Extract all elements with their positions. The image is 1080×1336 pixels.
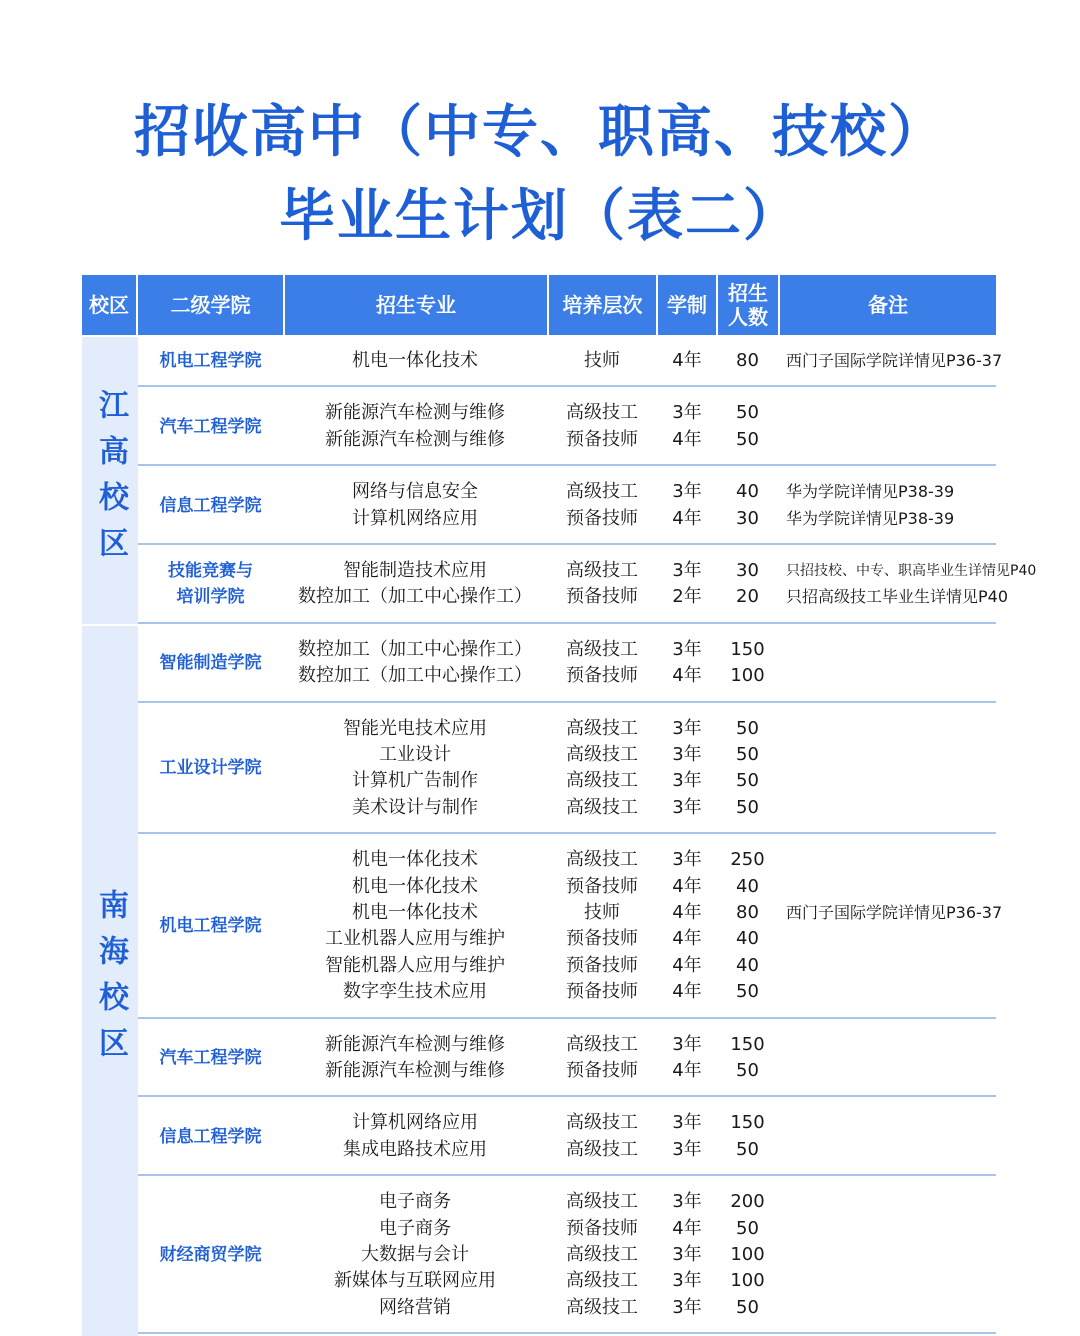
note-cell: [780, 1189, 996, 1215]
table-row: [138, 742, 996, 768]
header-duration: 学制: [658, 275, 718, 335]
enroll-count-cell: 250: [730, 849, 765, 871]
college-group: [138, 1097, 996, 1176]
duration-cell: 3年: [672, 1296, 702, 1318]
header-campus: 校区: [82, 275, 138, 335]
college-name: 机电工程学院: [159, 916, 262, 937]
level-cell: 预备技师: [566, 586, 638, 608]
header-major: 招生专业: [285, 275, 549, 335]
campus-name: [82, 335, 138, 626]
major-cell: 电子商务: [379, 1191, 451, 1213]
enroll-count-cell: 50: [736, 1059, 759, 1081]
enroll-count-cell: 30: [736, 560, 759, 581]
header-enroll-line2: 人数: [728, 305, 768, 329]
duration-cell: 3年: [672, 743, 702, 765]
header-enroll: [718, 275, 780, 335]
table-row: [138, 1137, 996, 1163]
level-cell: 预备技师: [566, 928, 638, 950]
table-row: [138, 953, 996, 979]
enroll-count-cell: 50: [736, 981, 759, 1003]
note-cell: [780, 400, 996, 426]
note-cell: [780, 1295, 996, 1321]
major-cell: 机电一体化技术: [352, 849, 478, 871]
major-cell: 新能源汽车检测与维修: [325, 402, 505, 424]
note-cell: [780, 716, 996, 742]
enroll-count-cell: 100: [730, 1270, 765, 1292]
college-name: 信息工程学院: [159, 495, 262, 516]
duration-cell: 4年: [672, 1059, 702, 1081]
header-college: 二级学院: [138, 275, 285, 335]
table-row: [138, 1216, 996, 1242]
major-cell: 机电一体化技术: [352, 350, 478, 371]
campus-label: 江高校区: [93, 389, 128, 574]
enroll-count-cell: 50: [736, 402, 759, 424]
duration-cell: 3年: [672, 481, 702, 503]
level-cell: 预备技师: [566, 1217, 638, 1239]
table-row: [138, 768, 996, 794]
duration-cell: 3年: [672, 1138, 702, 1160]
enroll-count-cell: 30: [736, 507, 759, 529]
level-cell: 高级技工: [566, 402, 638, 424]
major-cell: 智能光电技术应用: [343, 717, 487, 739]
duration-cell: 2年: [672, 586, 702, 608]
enroll-count-cell: 40: [736, 954, 759, 976]
major-cell: 美术设计与制作: [352, 796, 478, 818]
table-row: [138, 558, 1037, 584]
college-group: [138, 1176, 996, 1334]
note-cell: [780, 953, 996, 979]
note-cell: [780, 427, 996, 453]
duration-cell: 3年: [672, 1033, 702, 1055]
note-cell: 只招高级技工毕业生详情见P40: [786, 587, 1009, 607]
header-level: 培养层次: [549, 275, 658, 335]
college-name: 汽车工程学院: [159, 416, 262, 437]
college-group: [138, 335, 1003, 387]
enroll-count-cell: 50: [736, 743, 759, 765]
table-row: [138, 716, 996, 742]
note-cell: [780, 1032, 996, 1058]
table-row: [138, 1058, 996, 1084]
duration-cell: 4年: [672, 428, 702, 450]
major-cell: 数控加工（加工中心操作工）: [298, 638, 532, 660]
college-name: 机电工程学院: [159, 351, 262, 372]
campus-label: 南海校区: [93, 888, 128, 1073]
table-row: [138, 663, 996, 689]
college-name: 智能制造学院: [159, 653, 262, 674]
duration-cell: 3年: [672, 796, 702, 818]
note-cell: 只招技校、中专、职高毕业生详情见P40: [786, 563, 1037, 579]
note-cell: [780, 768, 996, 794]
enroll-count-cell: 80: [736, 901, 759, 923]
duration-cell: 4年: [672, 954, 702, 976]
table-row: [138, 926, 996, 952]
level-cell: 高级技工: [566, 1270, 638, 1292]
duration-cell: 4年: [672, 901, 702, 923]
college-name: 信息工程学院: [159, 1126, 262, 1147]
duration-cell: 3年: [672, 1112, 702, 1134]
level-cell: 高级技工: [566, 1191, 638, 1213]
note-cell: [780, 874, 996, 900]
major-cell: 数字孪生技术应用: [343, 981, 487, 1003]
note-cell: [780, 1137, 996, 1163]
major-cell: 新能源汽车检测与维修: [325, 1033, 505, 1055]
note-cell: [780, 795, 996, 821]
college-group: [138, 1019, 996, 1098]
note-cell: [780, 1058, 996, 1084]
note-cell: 华为学院详情见P38-39: [786, 482, 955, 502]
enroll-count-cell: 150: [730, 638, 765, 660]
college-group: [138, 624, 996, 703]
note-cell: [780, 1242, 996, 1268]
enroll-count-cell: 200: [730, 1191, 765, 1213]
major-cell: 智能机器人应用与维护: [325, 954, 505, 976]
page-title-line1: 招收高中（中专、职高、技校）: [134, 100, 946, 165]
level-cell: 高级技工: [566, 717, 638, 739]
level-cell: 预备技师: [566, 875, 638, 897]
major-cell: 机电一体化技术: [352, 875, 478, 897]
note-cell: [780, 1268, 996, 1294]
major-cell: 大数据与会计: [361, 1243, 469, 1265]
table-row: [138, 637, 996, 663]
duration-cell: 3年: [672, 1243, 702, 1265]
college-name: 技能竞赛与培训学院: [168, 561, 253, 608]
duration-cell: 4年: [672, 981, 702, 1003]
duration-cell: 4年: [672, 507, 702, 529]
duration-cell: 4年: [672, 1217, 702, 1239]
level-cell: 高级技工: [566, 770, 638, 792]
note-cell: 华为学院详情见P38-39: [786, 508, 955, 528]
major-cell: 集成电路技术应用: [343, 1138, 487, 1160]
enroll-count-cell: 40: [736, 928, 759, 950]
major-cell: 新能源汽车检测与维修: [325, 428, 505, 450]
table-row: [138, 1189, 996, 1215]
duration-cell: 3年: [672, 560, 702, 581]
enroll-count-cell: 80: [736, 350, 759, 371]
level-cell: 高级技工: [566, 481, 638, 503]
note-cell: [780, 979, 996, 1005]
level-cell: 高级技工: [566, 1243, 638, 1265]
college-group: [138, 387, 996, 466]
college-group: [138, 834, 1003, 1018]
college-group: [138, 545, 1037, 624]
duration-cell: 3年: [672, 402, 702, 424]
enroll-count-cell: 50: [736, 1217, 759, 1239]
enroll-count-cell: 50: [736, 1296, 759, 1318]
major-cell: 工业机器人应用与维护: [325, 928, 505, 950]
enroll-count-cell: 100: [730, 1243, 765, 1265]
duration-cell: 3年: [672, 1270, 702, 1292]
table-row: [138, 1268, 996, 1294]
enroll-count-cell: 150: [730, 1033, 765, 1055]
table-row: [138, 1242, 996, 1268]
table-row: [138, 427, 996, 453]
duration-cell: 3年: [672, 1191, 702, 1213]
duration-cell: 3年: [672, 849, 702, 871]
enroll-count-cell: 40: [736, 875, 759, 897]
college-name: 工业设计学院: [159, 758, 262, 779]
table-row: [138, 900, 1003, 926]
major-cell: 计算机网络应用: [352, 507, 478, 529]
note-cell: [780, 637, 996, 663]
major-cell: 机电一体化技术: [352, 901, 478, 923]
level-cell: 高级技工: [566, 560, 638, 581]
duration-cell: 3年: [672, 717, 702, 739]
level-cell: 高级技工: [566, 1138, 638, 1160]
college-name: 汽车工程学院: [159, 1047, 262, 1068]
page-title-line2: 毕业生计划（表二）: [279, 184, 801, 249]
enroll-count-cell: 20: [736, 586, 759, 608]
level-cell: 预备技师: [566, 1059, 638, 1081]
major-cell: 网络与信息安全: [352, 481, 478, 503]
header-enroll-line1: 招生: [728, 281, 768, 305]
level-cell: 预备技师: [566, 428, 638, 450]
level-cell: 高级技工: [566, 743, 638, 765]
note-cell: [780, 847, 996, 873]
table-row: [138, 1295, 996, 1321]
enroll-count-cell: 50: [736, 770, 759, 792]
note-cell: [780, 926, 996, 952]
college-group: [138, 466, 996, 545]
enroll-count-cell: 50: [736, 717, 759, 739]
level-cell: 预备技师: [566, 507, 638, 529]
level-cell: 预备技师: [566, 981, 638, 1003]
level-cell: 高级技工: [566, 1033, 638, 1055]
note-cell: [780, 1110, 996, 1136]
major-cell: 计算机广告制作: [352, 770, 478, 792]
table-row: [138, 479, 996, 505]
table-row: [138, 348, 1003, 374]
college-group: [138, 703, 996, 835]
enroll-count-cell: 40: [736, 481, 759, 503]
note-cell: [780, 663, 996, 689]
level-cell: 高级技工: [566, 796, 638, 818]
major-cell: 数控加工（加工中心操作工）: [298, 586, 532, 608]
table-row: [138, 584, 1009, 610]
major-cell: 新能源汽车检测与维修: [325, 1059, 505, 1081]
table-row: [138, 400, 996, 426]
level-cell: 预备技师: [566, 954, 638, 976]
note-cell: [780, 1216, 996, 1242]
table-row: [138, 506, 996, 532]
table-row: [138, 874, 996, 900]
enroll-count-cell: 50: [736, 1138, 759, 1160]
enroll-count-cell: 150: [730, 1112, 765, 1134]
table-row: [138, 795, 996, 821]
level-cell: 高级技工: [566, 1112, 638, 1134]
table-row: [138, 847, 996, 873]
level-cell: 高级技工: [566, 638, 638, 660]
major-cell: 数控加工（加工中心操作工）: [298, 665, 532, 687]
major-cell: 工业设计: [379, 743, 451, 765]
duration-cell: 4年: [672, 665, 702, 687]
header-note: 备注: [868, 293, 908, 317]
level-cell: 技师: [584, 901, 620, 923]
duration-cell: 4年: [672, 928, 702, 950]
note-cell: 西门子国际学院详情见P36-37: [786, 902, 1003, 922]
level-cell: 预备技师: [566, 665, 638, 687]
level-cell: 技师: [584, 350, 620, 371]
table-row: [138, 1032, 996, 1058]
enroll-count-cell: 50: [736, 796, 759, 818]
enroll-count-cell: 100: [730, 665, 765, 687]
table-header: [82, 275, 996, 335]
duration-cell: 4年: [672, 875, 702, 897]
note-cell: [780, 742, 996, 768]
enroll-count-cell: 50: [736, 428, 759, 450]
major-cell: 智能制造技术应用: [343, 560, 487, 581]
duration-cell: 3年: [672, 770, 702, 792]
duration-cell: 4年: [672, 350, 702, 371]
table-row: [138, 1110, 996, 1136]
level-cell: 高级技工: [566, 849, 638, 871]
major-cell: 网络营销: [379, 1296, 451, 1318]
duration-cell: 3年: [672, 638, 702, 660]
table-row: [138, 979, 996, 1005]
campus-name: [82, 624, 138, 1336]
note-cell: 西门子国际学院详情见P36-37: [786, 351, 1003, 370]
major-cell: 新媒体与互联网应用: [334, 1270, 496, 1292]
major-cell: 电子商务: [379, 1217, 451, 1239]
level-cell: 高级技工: [566, 1296, 638, 1318]
college-name: 财经商贸学院: [159, 1245, 262, 1266]
major-cell: 计算机网络应用: [352, 1112, 478, 1134]
